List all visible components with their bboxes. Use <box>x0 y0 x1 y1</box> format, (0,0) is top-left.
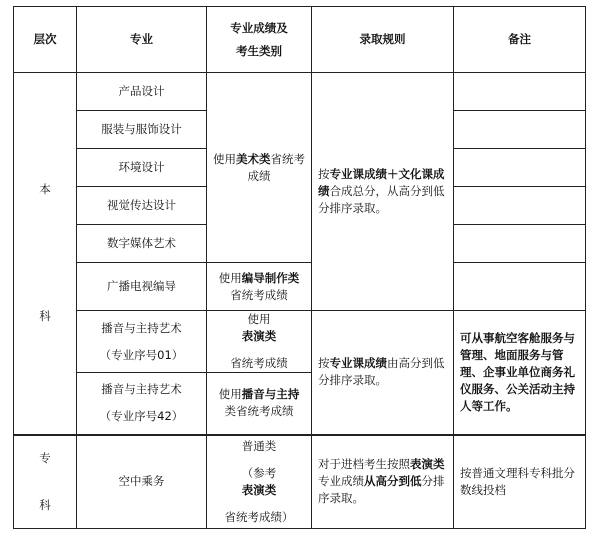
major-cell: 环境设计 <box>77 149 207 187</box>
header-rule: 录取规则 <box>312 7 454 73</box>
major-cell: 服装与服饰设计 <box>77 111 207 149</box>
level-junior <box>14 435 77 529</box>
note-cell <box>454 263 586 311</box>
major-cell: 产品设计 <box>77 73 207 111</box>
header-score-type <box>207 7 312 73</box>
table-row <box>14 263 586 311</box>
level-undergrad-char2: 科 <box>39 309 51 324</box>
table-row <box>14 311 586 373</box>
note-cell <box>454 187 586 225</box>
note-junior-cell: 按普通文理科专科批分数线投档 <box>454 435 586 529</box>
score-performance-cell: 使用 表演类 省统考成绩 <box>207 311 312 373</box>
score-broadcast-cell: 使用播音与主持 类省统考成绩 <box>207 373 312 435</box>
score-directing-cell: 使用编导制作类 省统考成绩 <box>207 263 312 311</box>
note-cell <box>454 149 586 187</box>
rule-specialty-score-cell: 按专业课成绩由高分到低分排序录取。 <box>312 311 454 435</box>
major-cell: 数字媒体艺术 <box>77 225 207 263</box>
note-cell <box>454 73 586 111</box>
table-row <box>14 73 586 111</box>
note-cell <box>454 111 586 149</box>
header-note: 备注 <box>454 7 586 73</box>
table-row-junior <box>14 435 586 529</box>
rule-junior-cell: 对于进档考生按照表演类专业成绩从高分到低分排序录取。 <box>312 435 454 529</box>
level-junior-char1: 专 <box>39 450 51 465</box>
level-undergrad-char1: 本 <box>39 182 51 197</box>
note-cell <box>454 225 586 263</box>
major-cell: 空中乘务 <box>77 435 207 529</box>
major-bobo-01-cell: 播音与主持艺术 （专业序号01） <box>77 311 207 373</box>
admission-table <box>13 6 586 529</box>
header-score-type-line2: 考生类别 <box>236 43 282 58</box>
major-bobo-42-cell: 播音与主持艺术 （专业序号42） <box>77 373 207 435</box>
major-cell: 视觉传达设计 <box>77 187 207 225</box>
major-cell: 广播电视编导 <box>77 263 207 311</box>
score-art-cell: 使用美术类省统考成绩 <box>207 73 312 263</box>
level-junior-char2: 科 <box>39 497 51 512</box>
header-score-type-line1: 专业成绩及 <box>230 20 288 35</box>
note-bobo-cell: 可从事航空客舱服务与管理、地面服务与管理、企事业单位商务礼仪服务、公关活动主持人等工作。 <box>454 311 586 435</box>
level-undergrad <box>14 73 77 435</box>
score-general-cell: 普通类 （参考 表演类 省统考成绩） <box>207 435 312 529</box>
header-row <box>14 7 586 73</box>
header-level: 层次 <box>14 7 77 73</box>
header-major: 专业 <box>77 7 207 73</box>
rule-total-score-cell: 按专业课成绩＋文化课成绩合成总分，从高分到低分排序录取。 <box>312 73 454 311</box>
